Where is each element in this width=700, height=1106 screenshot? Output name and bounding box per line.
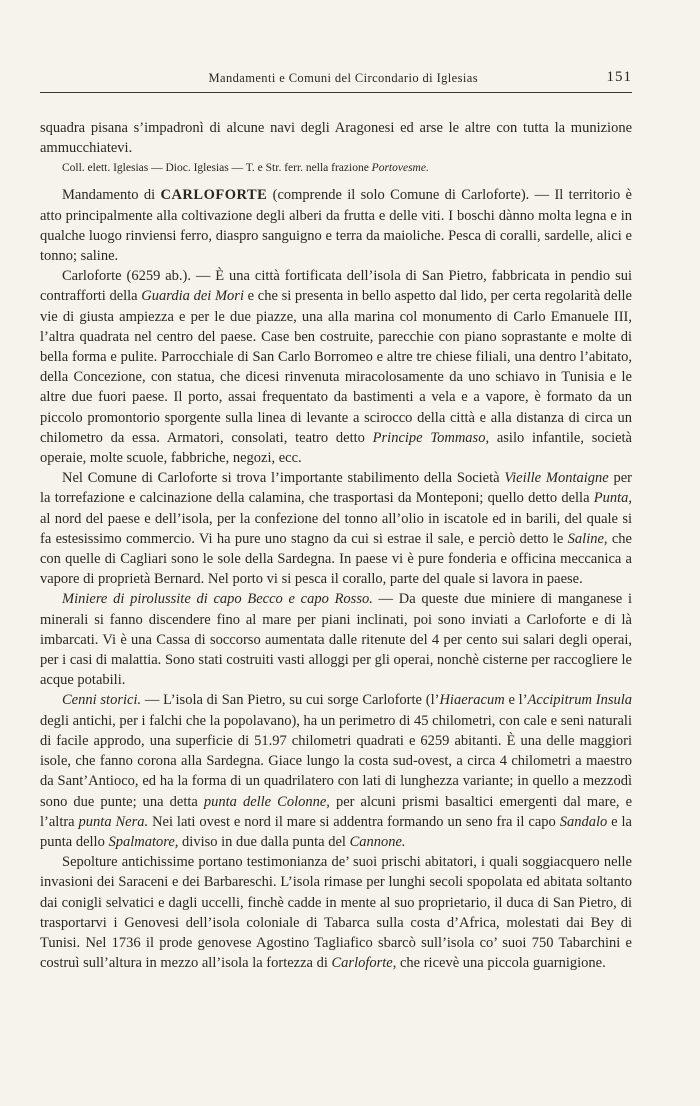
- paragraph-carloforte: [40, 266, 632, 468]
- paragraph-miniere: [40, 589, 632, 690]
- place-name-heading: CARLOFORTE: [160, 187, 268, 204]
- page-number: 151: [606, 69, 632, 85]
- paragraph-continuation: [40, 118, 632, 158]
- text-segment: per la torrefazione e calcinazione della calamina, che trasportasi da Monteponi; quello detto della: [40, 470, 633, 507]
- text-segment: — L’isola di San Pietro, su cui sorge Carloforte (l’: [141, 692, 440, 709]
- italic-text: Cenni storici.: [62, 692, 142, 709]
- text-segment: che con quelle di Cagliari sono le sole della Sardegna. In paese vi è pure fonderia e officina meccanica a vapore di proprietà Bernard. Nel porto vi si pesca il corallo, parte del quale si lavora in paese.: [40, 530, 632, 588]
- italic-text: Punta,: [593, 490, 632, 507]
- italic-text: Accipitrum Insula: [527, 692, 633, 709]
- running-title: Mandamenti e Comuni del Circondario di Iglesias: [208, 71, 478, 85]
- text-segment: , che ricevè una piccola guarnigione.: [392, 955, 606, 972]
- running-header: [40, 66, 632, 86]
- text-segment: Carloforte (6259 ab.). — È una città fortificata dell’isola di San Pietro, fabbricata in pendio sui contrafforti della: [40, 268, 632, 305]
- text-segment: asilo infantile, società operaie, molte scuole, fabbriche, negozi, ecc.: [40, 429, 632, 467]
- text-segment: degli antichi, per i falchi che la popolavano), ha un perimetro di 45 chilometri, con cale e seni naturali di facile approdo, una superficie di 51.97 chilometri quadrati e 6259 abitanti. È una delle maggiori isole, che fanno corona alla Sardegna. Giace lungo la costa sud-ovest, a circa 4 chilometri a maestro da Sant’Antioco, ed ha la forma di un quadrilatero con lati di lunghezza variante; in quello a mezzodì sono due punte; una detta: [40, 712, 632, 810]
- italic-text: Portovesme.: [371, 162, 429, 175]
- text-segment: per alcuni prismi basaltici emergenti dal mare, e l’altra: [40, 793, 633, 830]
- body-text: [40, 118, 632, 973]
- paragraph-mandamento: [40, 185, 632, 266]
- text-segment: e l’: [504, 692, 528, 709]
- italic-text: Principe Tommaso,: [372, 429, 490, 446]
- text-segment: (comprende il solo Comune di Carloforte). — Il territorio è atto principalmente alla coltivazione degli alberi da frutta e delle viti. I boschi dànno molta legna e in qualche luogo rinviensi ferro, diaspro sanguigno e terra da maioliche. Pesca di coralli, sardelle, alici e tonno; saline.: [40, 187, 632, 265]
- italic-text: Miniere di pirolussite di capo Becco e capo Rosso.: [62, 591, 373, 608]
- text-segment: e la punta dello: [40, 813, 632, 850]
- text-segment: e che si presenta in bello aspetto dal lido, per certa regolarità delle vie di giusta ampiezza e per le due piazze, una alla marina col monumento di Carlo Emanuele III, l’altra quadrata nel centro del paese. Case ben costruite, parecchie con piano soprastante e molte di bella forma e pulite. Parrocchiale di San Carlo Borromeo e altre tre chiese filiali, una dentro l’abitato, della Concezione, con statua, che dicesi rinvenuta miracolosamente da uno schiavo in Tunisia e le altre due fuori paese. Il porto, assai frequentato da bastimenti a vela e a vapore, è formato da un piccolo promontorio sporgente sulla linea di levante a scirocco della città e alla distanza di circa un chilometro da essa. Armatori, consolati, teatro detto: [40, 288, 632, 446]
- italic-text: Cannone.: [349, 833, 406, 850]
- text-segment: — Da queste due miniere di manganese i minerali si fanno discendere fino al mare per piani inclinati, poi sono inviati a Carloforte e di là imbarcati. Vi è una Cassa di soccorso aumentata dalle ritenute del 4 per cento sui salari degli operai, per i casi di malattia. Sono stati costruiti vasti alloggi per gli operai, nonchè cisterne per raccogliere le acque potabili.: [40, 591, 632, 689]
- italic-text: Carloforte: [331, 955, 393, 972]
- text-segment: Nei lati ovest e nord il mare si addentra formando un seno fra il capo: [148, 813, 560, 830]
- italic-text: Spalmatore,: [108, 833, 179, 850]
- text-segment: diviso in due dalla punta del: [178, 833, 350, 850]
- italic-text: Sandalo: [559, 813, 608, 830]
- italic-text: Vieille Montaigne: [504, 470, 609, 487]
- italic-text: Guardia dei Mori: [141, 288, 244, 305]
- text-segment: Coll. elett. Iglesias — Dioc. Iglesias — T. e Str. ferr. nella frazione: [62, 162, 372, 175]
- text-segment: Mandamento di: [62, 187, 161, 204]
- text-segment: Nel Comune di Carloforte si trova l’importante stabilimento della Società: [62, 470, 505, 487]
- italic-text: punta delle Colonne,: [203, 793, 330, 810]
- italic-text: Hiaeracum: [439, 692, 505, 709]
- administrative-note: [40, 160, 632, 176]
- text-segment: squadra pisana s’impadronì di alcune navi degli Aragonesi ed arse le altre con tutta la munizione ammucchiatevi.: [40, 120, 632, 157]
- italic-text: punta Nera.: [78, 813, 149, 830]
- italic-text: Saline,: [567, 530, 608, 547]
- paragraph-sepolture: [40, 852, 632, 973]
- text-segment: al nord del paese e dell’isola, per la confezione del tonno all’olio in iscatole ed in barili, del quale si fa estesissimo commercio. Vi ha pure uno stagno da cui si estrae il sale, e perciò detto le: [40, 510, 632, 547]
- paragraph-comune: [40, 468, 632, 589]
- text-segment: Sepolture antichissime portano testimonianza de’ suoi prischi abitatori, i quali soggiacquero nelle invasioni dei Saraceni e dei Barbareschi. L’isola rimase per lunghi secoli spopolata ed abitata soltanto dai conigli selvatici e dagli uccelli, finchè cadde in mente al suo proprietario, il duca di San Pietro, di trasportarvi i Genovesi dell’isola coloniale di Tabarca sulla costa d’Africa, molestati dai Bey di Tunisi. Nel 1736 il prode genovese Agostino Tagliafico sbarcò sull’isola co’ suoi 750 Tabarchini e costruì sull’altura in mezzo all’isola la fortezza di: [40, 854, 632, 972]
- paragraph-cenni-storici: [40, 690, 632, 852]
- header-rule: [40, 92, 632, 93]
